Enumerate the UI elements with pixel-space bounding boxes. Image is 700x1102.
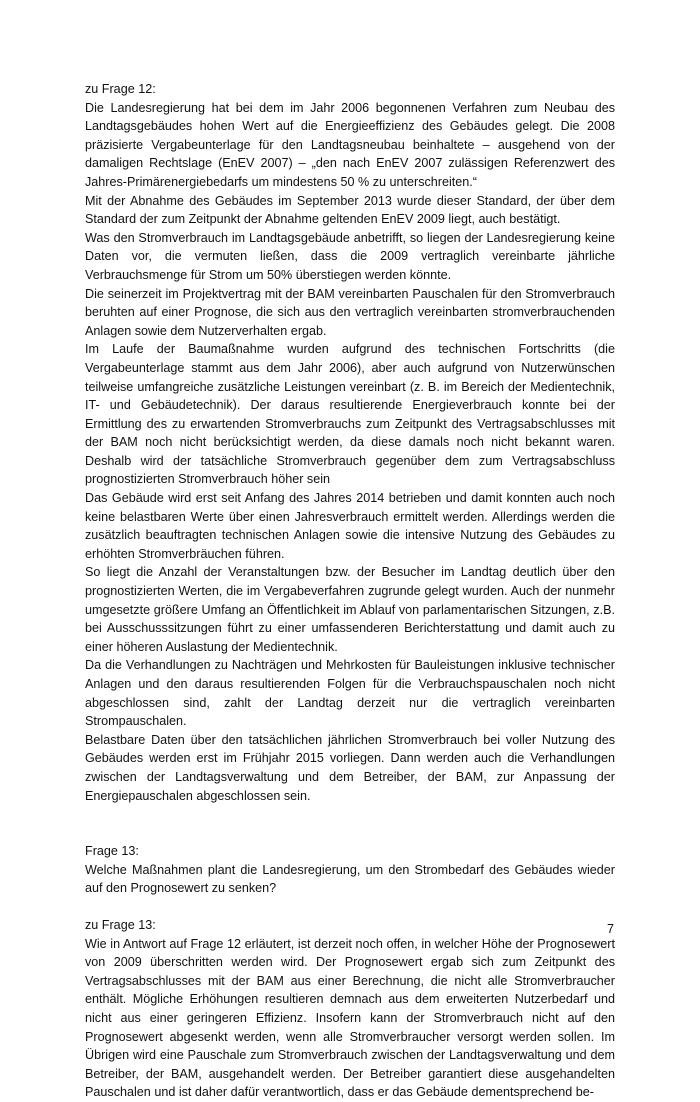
answer-12-paragraph: So liegt die Anzahl der Veranstaltungen bzw. der Besucher im Landtag deutlich über den prognostizierten Werten, die im Vergabeverfahren zugrunde gelegt wurden. Auch der nunmehr umgesetzte größere Umfang an Öffentlichkeit im Ablauf von parlamentarischen Sitzungen, z.B. bei Ausschusssitzungen führt zu einer umfassenderen Berichterstattung und damit auch zu einer höheren Auslastung der Medientechnik.: [85, 565, 615, 654]
answer-12-paragraph: Die Landesregierung hat bei dem im Jahr 2006 begonnenen Verfahren zum Neubau des Landtagsgebäudes hohen Wert auf die Energieeffizienz des Gebäudes gelegt. Die 2008 präzisierte Vergabeunterlage für den Landtagsneubau beinhaltete – ausgehend von der damaligen Rechtslage (EnEV 2007) – „den nach EnEV 2007 zulässigen Referenzwert des Jahres-Primärenergiebedarfs um mindestens 50 % zu unterschreiten.“: [85, 100, 615, 189]
section-spacer: [85, 805, 615, 842]
answer-12-paragraph: Da die Verhandlungen zu Nachträgen und Mehrkosten für Bauleistungen inklusive technischer Anlagen und den daraus resultierenden Folgen für die Verbrauchspauschalen noch nicht abgeschlossen sind, zahlt der Landtag derzeit nur die vertraglich vereinbarten Strompauschalen.: [85, 658, 615, 729]
document-body: [85, 80, 615, 1102]
answer-13-text: Wie in Antwort auf Frage 12 erläutert, ist derzeit noch offen, in welcher Höhe der Prognosewert von 2009 überschritten werden wird. Der Prognosewert ergab sich zum Zeitpunkt des Vertragsabschlusses mit der BAM aus einer Berechnung, die nicht alle Stromverbraucher enthält. Mögliche Erhöhungen resultieren demnach aus dem erweiterten Nutzerbedarf und nicht aus einer geringeren Effizienz. Insofern kann der Stromverbrauch nicht auf den Prognosewert abgesenkt werden, wenn alle Stromverbraucher versorgt werden sollen. Im Übrigen wird eine Pauschale zum Stromverbrauch zwischen der Landtagsverwaltung und dem Betreiber, der BAM, ausgehandelt werden. Der Betreiber garantiert diese ausgehandelten Pauschalen und ist daher dafür verantwortlich, dass er das Gebäude dementsprechend be-: [85, 936, 615, 1100]
answer-12-paragraph: Das Gebäude wird erst seit Anfang des Jahres 2014 betrieben und damit konnten auch noch keine belastbaren Werte über einen Jahresverbrauch ermittelt werden. Allerdings werden die zusätzlich beauftragten technischen Anlagen sowie die intensive Nutzung des Gebäudes zu erhöhten Stromverbräuchen führen.: [85, 491, 615, 561]
answer-12-paragraph: Belastbare Daten über den tatsächlichen jährlichen Stromverbrauch bei voller Nutzung des Gebäudes werden erst im Frühjahr 2015 vorliegen. Dann werden auch die Verhandlungen zwischen der Landtagsverwaltung und dem Betreiber, der BAM, zur Anpassung der Energiepauschalen abgeschlossen sein.: [85, 732, 615, 803]
section-spacer: [85, 898, 615, 916]
answer-12-paragraph: Die seinerzeit im Projektvertrag mit der BAM vereinbarten Pauschalen für den Stromverbrauch beruhten auf einer Prognose, die sich aus den vertraglich vereinbarten stromverbrauchenden Anlagen sowie dem Nutzerverhalten ergab.: [85, 286, 615, 338]
answer-12-paragraph: Was den Stromverbrauch im Landtagsgebäude anbetrifft, so liegen der Landesregierung keine Daten vor, die vermuten ließen, dass die 2009 vertraglich vereinbarte jährliche Verbrauchsmenge für Strom um 50% überstiegen werden könnte.: [85, 230, 615, 282]
answer-12-heading: zu Frage 12:: [85, 82, 156, 96]
answer-12-paragraph: Im Laufe der Baumaßnahme wurden aufgrund des technischen Fortschritts (die Vergabeunterlage stammt aus dem Jahr 2006), aber auch aufgrund von Nutzerwünschen teilweise umfangreiche zusätzliche Leistungen vereinbart (z. B. im Bereich der Medientechnik, IT- und Gebäudetechnik). Der daraus resultierende Energieverbrauch konnte bei der Ermittlung des zu erwartenden Stromverbrauchs zum Zeitpunkt des Vertragsabschlusses mit der BAM noch nicht berücksichtigt werden, da diese damals noch nicht bekannt waren. Deshalb wird der tatsächliche Stromverbrauch gegenüber dem zum Vertragsabschluss prognostizierten Stromverbrauch höher sein: [85, 342, 615, 487]
answer-13-heading: zu Frage 13:: [85, 917, 156, 932]
question-13-heading: Frage 13:: [85, 844, 139, 859]
page-number: 7: [606, 922, 614, 936]
question-13-text: Welche Maßnahmen plant die Landesregierung, um den Strombedarf des Gebäudes wieder auf den Prognosewert zu senken?: [85, 862, 615, 896]
answer-12-paragraph: Mit der Abnahme des Gebäudes im September 2013 wurde dieser Standard, der über dem Standard der zum Zeitpunkt der Abnahme geltenden EnEV 2009 liegt, auch bestätigt.: [85, 193, 615, 227]
